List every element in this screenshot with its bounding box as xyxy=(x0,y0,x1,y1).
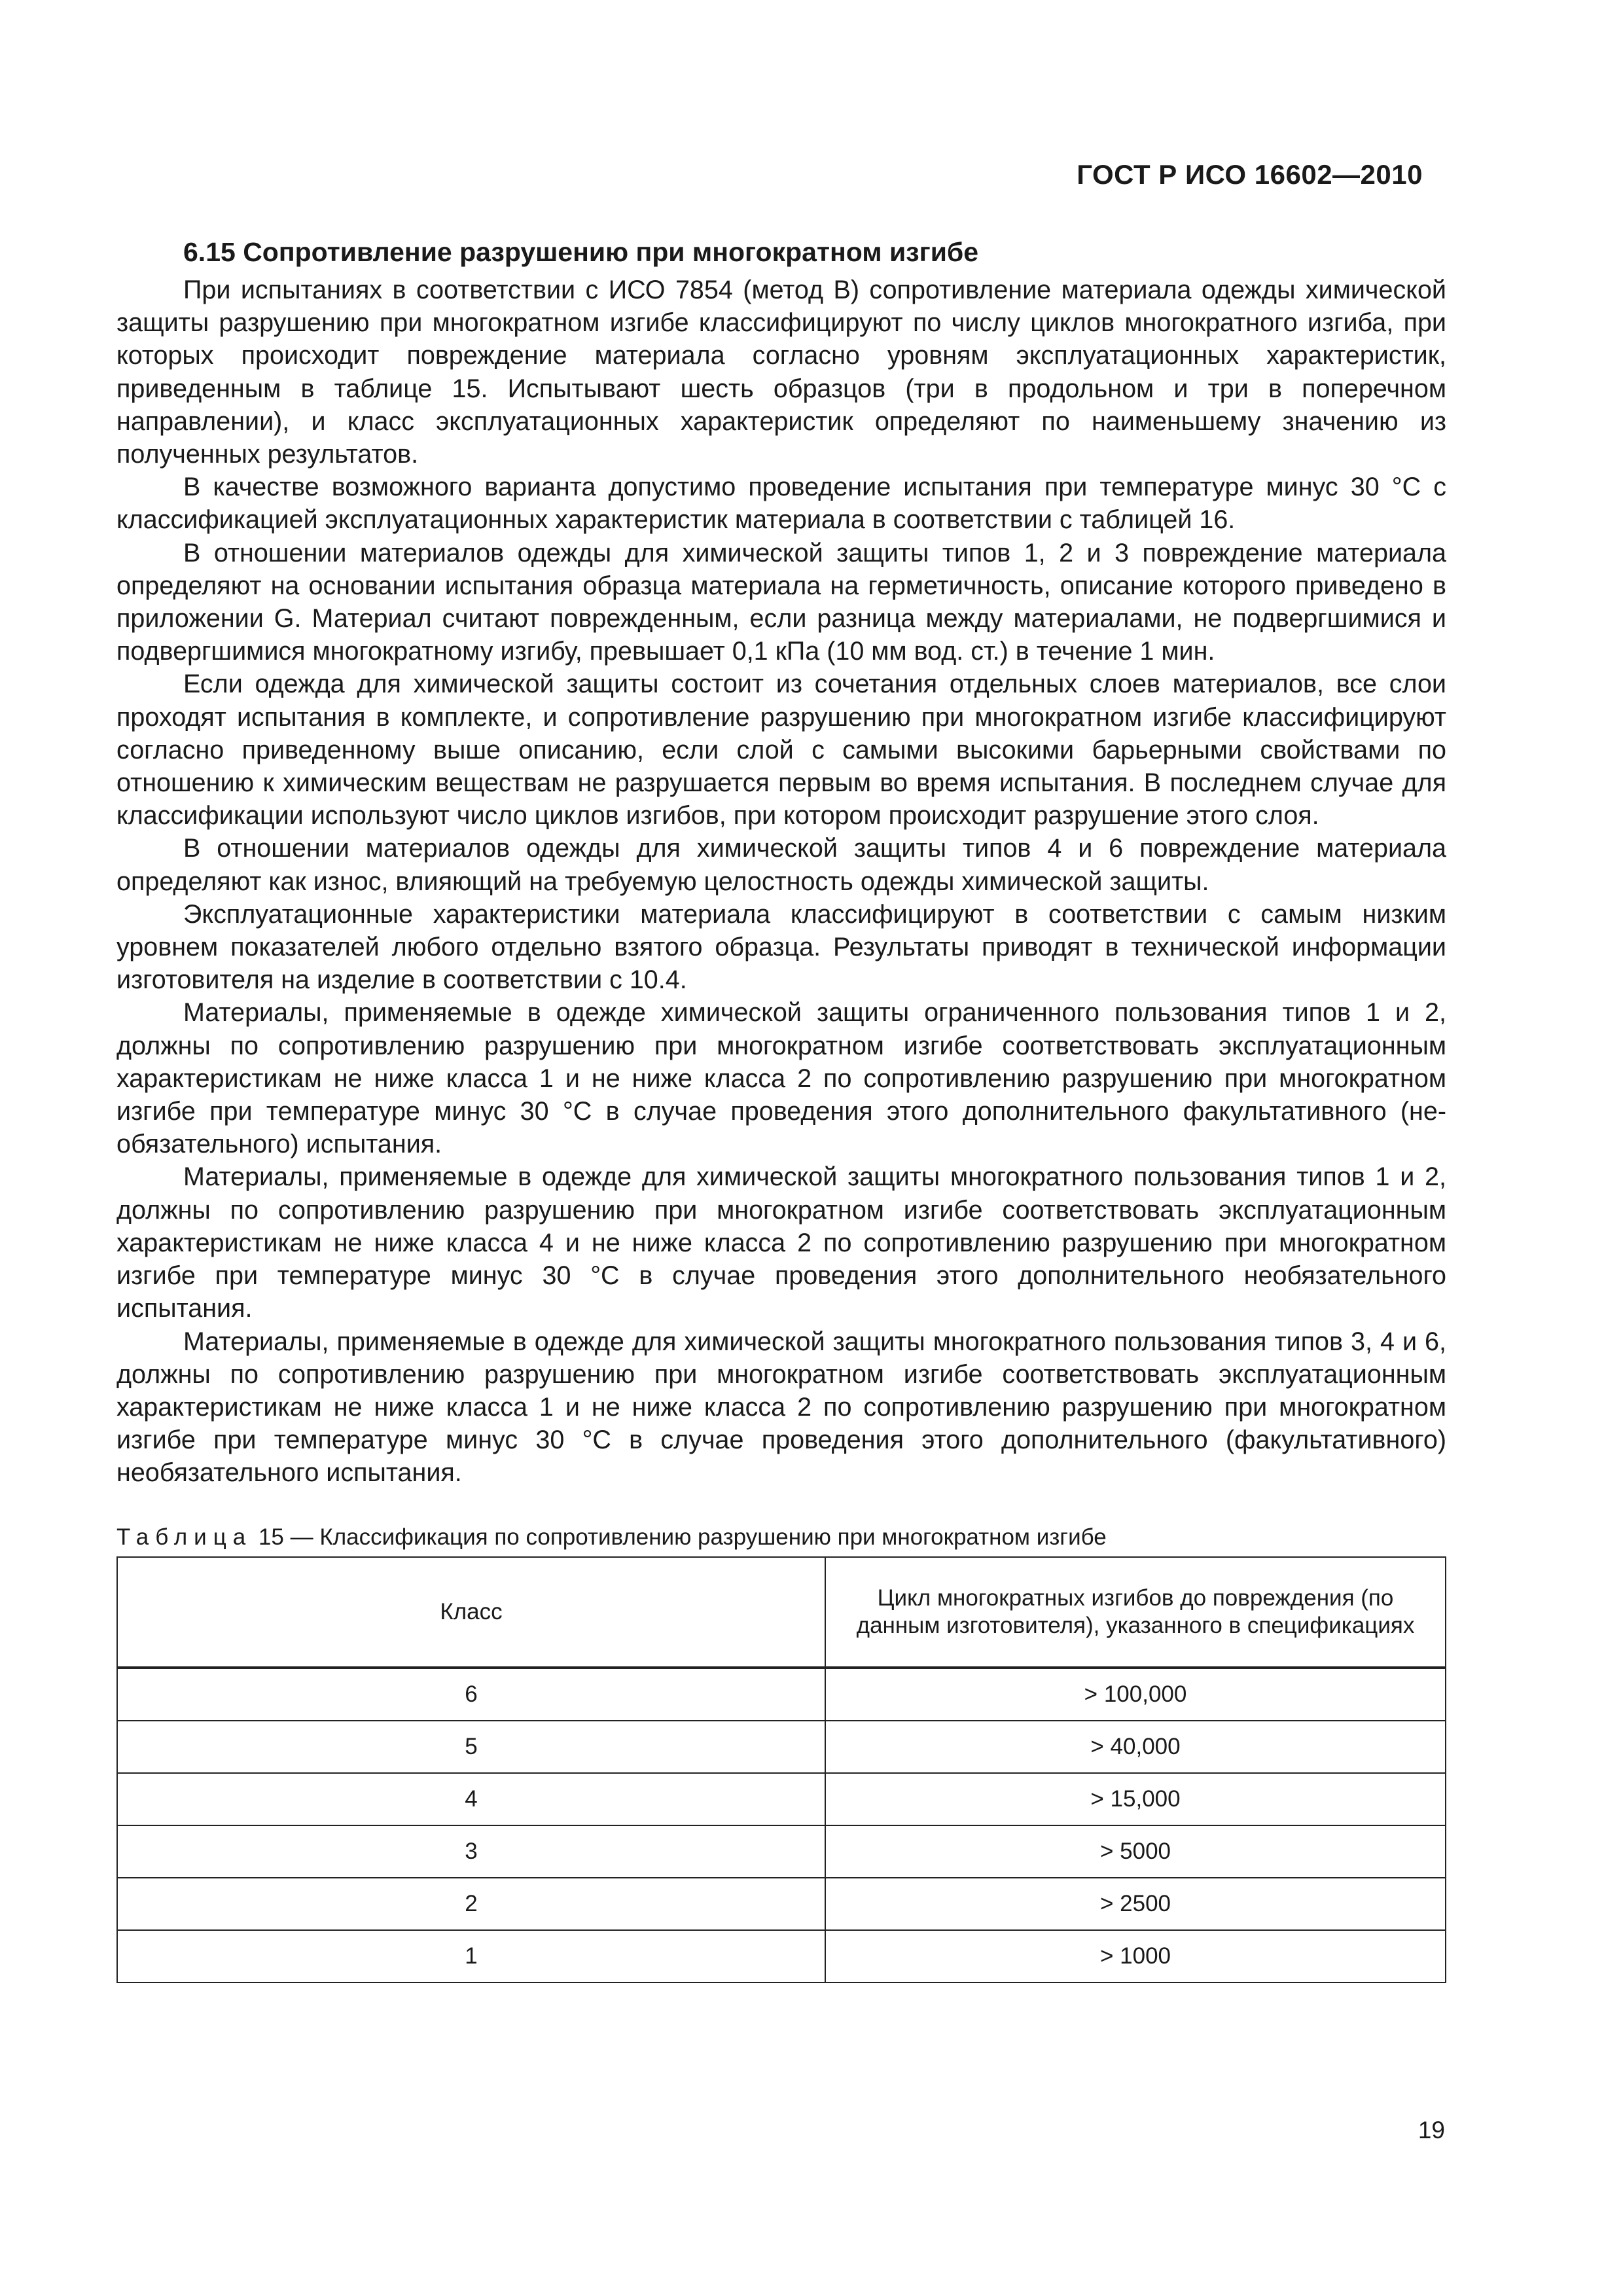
table-caption xyxy=(116,1522,1446,1552)
page-content xyxy=(116,236,1446,1983)
cell-cycles: > 5000 xyxy=(825,1825,1446,1878)
column-header-cycles: Цикл многократных изгибов до повреждения (по данным изготовителя), указанного в спецификациях xyxy=(825,1557,1446,1668)
cell-class: 4 xyxy=(117,1773,825,1825)
cell-class: 1 xyxy=(117,1930,825,1982)
table-row xyxy=(117,1668,1446,1721)
paragraph: В отношении материалов одежды для химической защиты типов 1, 2 и 3 повреждение материала определяют на основании испытания образца материала на герметичность, описание которого приведено в приложении G. Материал считают поврежденным, если разница между материалами, не подвергшимися и подвергшимися многократному изгибу, превышает 0,1 кПа (10 мм вод. ст.) в течение 1 мин. xyxy=(116,538,1446,666)
table-header-row xyxy=(117,1557,1446,1668)
table-caption-text: 15 — Классификация по сопротивлению разрушению при многократном изгибе xyxy=(252,1524,1107,1550)
cell-class: 3 xyxy=(117,1825,825,1878)
table-row xyxy=(117,1773,1446,1825)
paragraph: В качестве возможного варианта допустимо проведение испытания при температуре минус 30 °С с классификацией эксплуатационных характеристик материала в соответствии с таблицей 16. xyxy=(116,473,1446,535)
page-number: 19 xyxy=(1418,2117,1445,2144)
table-row xyxy=(117,1878,1446,1930)
cell-cycles: > 2500 xyxy=(825,1878,1446,1930)
cell-class: 2 xyxy=(117,1878,825,1930)
column-header-class: Класс xyxy=(117,1557,825,1668)
paragraph: Материалы, применяемые в одежде для химической защиты многократного пользования типов 1 и 2, должны по сопротивлению разрушению при многократном изгибе соответствовать эксплуатационным характеристикам не ниже класса 4 и не ниже класса 2 по сопротивлению разрушению при многократном изгибе при температуре минус 30 °С в случае проведения этого дополнительного необязательного испытания. xyxy=(116,1162,1446,1323)
paragraph: При испытаниях в соответствии с ИСО 7854 (метод В) сопротивление материала одежды химической защиты разрушению при многократном изгибе классифицируют по числу циклов многократного изгиба, при которых происходит повреждение материала согласно уровням эксплуатационных характеристик, приведенным в таблице 15. Испытывают шесть образцов (три в продольном и три в поперечном направлении), и класс эксплуатационных характеристик определяют по наименьшему значению из полученных результатов. xyxy=(116,276,1446,469)
document-header: ГОСТ Р ИСО 16602—2010 xyxy=(1077,159,1423,190)
paragraph: Эксплуатационные характеристики материала классифицируют в соответствии с самым низким уровнем показателей любого отдельно взятого образца. Результаты приводят в технической информации изготовителя на изделие в соответствии с 10.4. xyxy=(116,899,1446,995)
paragraph: В отношении материалов одежды для химической защиты типов 4 и 6 повреждение материала определяют как износ, влияющий на требуемую целостность одежды химической защиты. xyxy=(116,834,1446,896)
table-row xyxy=(117,1721,1446,1773)
cell-cycles: > 15,000 xyxy=(825,1773,1446,1825)
cell-cycles: > 1000 xyxy=(825,1930,1446,1982)
cell-class: 5 xyxy=(117,1721,825,1773)
cell-cycles: > 100,000 xyxy=(825,1668,1446,1721)
paragraph: Материалы, применяемые в одежде химической защиты ограниченного пользования типов 1 и 2, должны по сопротивлению разрушению при многократном изгибе соответствовать эксплуатационным характеристикам не ниже класса 1 и не ниже класса 2 по сопротивлению разрушению при многократном изгибе при температуре минус 30 °С в случае проведения этого дополнительного факультативного (необязательного) испытания. xyxy=(116,998,1446,1159)
table-row xyxy=(117,1930,1446,1982)
section-heading: 6.15 Сопротивление разрушению при многократном изгибе xyxy=(183,237,979,267)
paragraph: Материалы, применяемые в одежде для химической защиты многократного пользования типов 3, 4 и 6, должны по сопротивлению разрушению при многократном изгибе соответствовать эксплуатационным характеристикам не ниже класса 1 и не ниже класса 2 по сопротивлению разрушению при многократном изгибе при температуре минус 30 °С в случае проведения этого дополнительного (факультативного) необязательного испытания. xyxy=(116,1327,1446,1488)
classification-table xyxy=(116,1556,1446,1983)
paragraph: Если одежда для химической защиты состоит из сочетания отдельных слоев материалов, все слои проходят испытания в комплекте, и сопротивление разрушению при многократном изгибе классифицируют согласно приведенному выше описанию, если слой с самыми высокими барьерными свойствами по отношению к химическим веществам не разрушается первым во время испытания. В последнем случае для классификации используют число циклов изгибов, при котором происходит разрушение этого слоя. xyxy=(116,670,1446,831)
cell-class: 6 xyxy=(117,1668,825,1721)
cell-cycles: > 40,000 xyxy=(825,1721,1446,1773)
table-caption-label: Таблица xyxy=(116,1524,253,1550)
table-row xyxy=(117,1825,1446,1878)
